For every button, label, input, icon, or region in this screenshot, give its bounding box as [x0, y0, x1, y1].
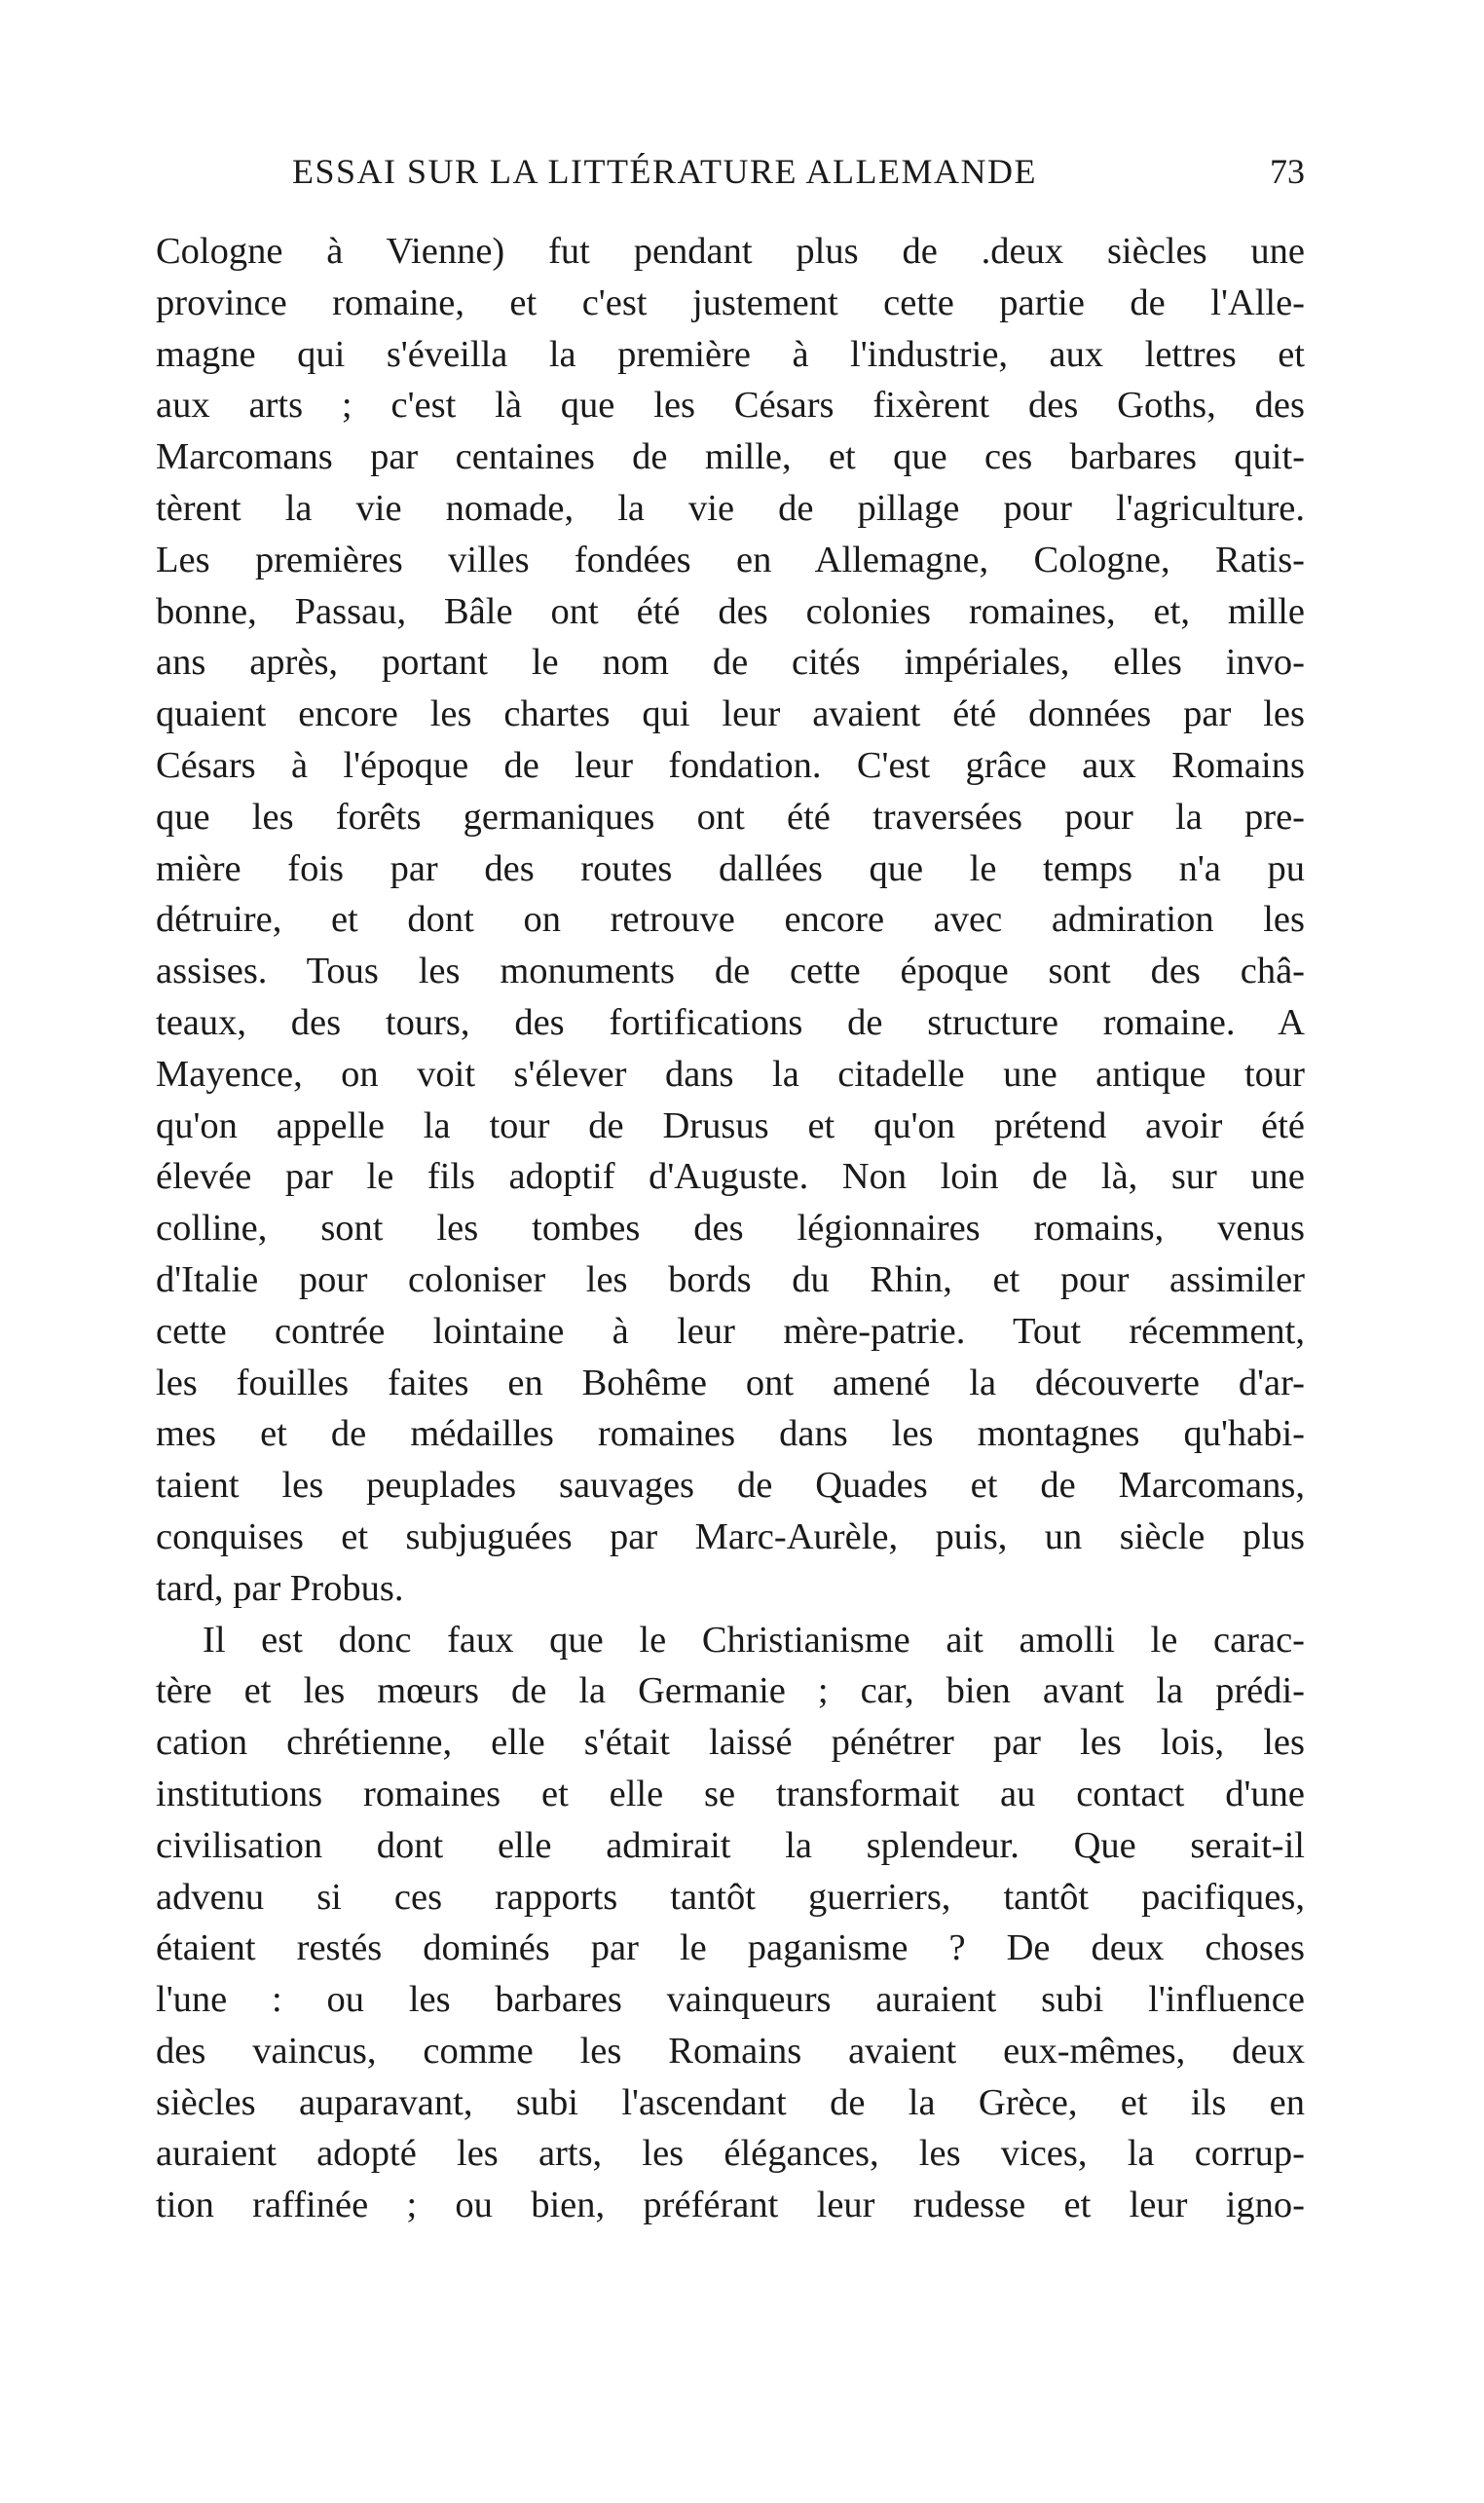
text-line: Les premières villes fondées en Allemagne, Cologne, Ratis- [156, 539, 1305, 580]
text-line: colline, sont les tombes des légionnaires romains, venus [156, 1208, 1305, 1250]
text-line: assises. Tous les monuments de cette époque sont des châ- [156, 951, 1305, 992]
text-line: l'une : ou les barbares vainqueurs auraient subi l'influence [156, 1979, 1305, 2021]
text-line: taient les peuplades sauvages de Quades et de Marcomans, [156, 1465, 1305, 1507]
page-number: 73 [1270, 152, 1305, 191]
text-line: magne qui s'éveilla la première à l'industrie, aux lettres et [156, 333, 1305, 375]
text-line: détruire, et dont on retrouve encore avec admiration les [156, 899, 1305, 941]
text-line: auraient adopté les arts, les élégances, les vices, la corrup- [156, 2133, 1305, 2175]
text-line: mière fois par des routes dallées que le temps n'a pu [156, 847, 1305, 889]
text-line: mes et de médailles romaines dans les montagnes qu'habi- [156, 1413, 1305, 1455]
text-line: Cologne à Vienne) fut pendant plus de .deux siècles une [156, 231, 1305, 272]
text-line: civilisation dont elle admirait la splendeur. Que serait-il [156, 1824, 1305, 1866]
text-line: advenu si ces rapports tantôt guerriers, tantôt pacifiques, [156, 1876, 1305, 1918]
running-head [156, 151, 1305, 200]
text-line: bonne, Passau, Bâle ont été des colonies romaines, et, mille [156, 590, 1305, 632]
text-line: tard, par Probus. [156, 1567, 404, 1609]
text-line: Césars à l'époque de leur fondation. C'est grâce aux Romains [156, 744, 1305, 786]
body-text [156, 226, 1305, 2231]
text-line: Marcomans par centaines de mille, et que ces barbares quit- [156, 436, 1305, 478]
text-line: que les forêts germaniques ont été traversées pour la pre- [156, 796, 1305, 838]
text-line: élevée par le fils adoptif d'Auguste. Non loin de là, sur une [156, 1156, 1305, 1198]
text-line: des vaincus, comme les Romains avaient eux-mêmes, deux [156, 2030, 1305, 2072]
text-line: quaient encore les chartes qui leur avaient été données par les [156, 693, 1305, 735]
text-line: qu'on appelle la tour de Drusus et qu'on prétend avoir été [156, 1104, 1305, 1146]
text-line: cation chrétienne, elle s'était laissé pénétrer par les lois, les [156, 1722, 1305, 1764]
text-line: conquises et subjuguées par Marc-Aurèle, puis, un siècle plus [156, 1515, 1305, 1557]
text-line: siècles auparavant, subi l'ascendant de la Grèce, et ils en [156, 2081, 1305, 2123]
text-line: étaient restés dominés par le paganisme ? De deux choses [156, 1927, 1305, 1969]
text-line: aux arts ; c'est là que les Césars fixèrent des Goths, des [156, 385, 1305, 427]
paragraph-2 [156, 1615, 1305, 2232]
text-line: province romaine, et c'est justement cette partie de l'Alle- [156, 281, 1305, 323]
text-line: Il est donc faux que le Christianisme ait amolli le carac- [203, 1619, 1305, 1661]
text-line: les fouilles faites en Bohême ont amené la découverte d'ar- [156, 1362, 1305, 1403]
text-line: tèrent la vie nomade, la vie de pillage pour l'agriculture. [156, 487, 1305, 529]
text-line: cette contrée lointaine à leur mère-patrie. Tout récemment, [156, 1310, 1305, 1352]
text-line: teaux, des tours, des fortifications de structure romaine. A [156, 1001, 1305, 1043]
text-line: d'Italie pour coloniser les bords du Rhin, et pour assimiler [156, 1258, 1305, 1300]
text-line: tère et les mœurs de la Germanie ; car, bien avant la prédi- [156, 1670, 1305, 1712]
running-title: ESSAI SUR LA LITTÉRATURE ALLEMANDE [292, 152, 1037, 191]
text-line: Mayence, on voit s'élever dans la citadelle une antique tour [156, 1053, 1305, 1095]
paragraph-1 [156, 226, 1305, 1615]
text-line: institutions romaines et elle se transformait au contact d'une [156, 1773, 1305, 1814]
text-line: ans après, portant le nom de cités impériales, elles invo- [156, 642, 1305, 684]
text-line: tion raffinée ; ou bien, préférant leur rudesse et leur igno- [156, 2185, 1305, 2226]
